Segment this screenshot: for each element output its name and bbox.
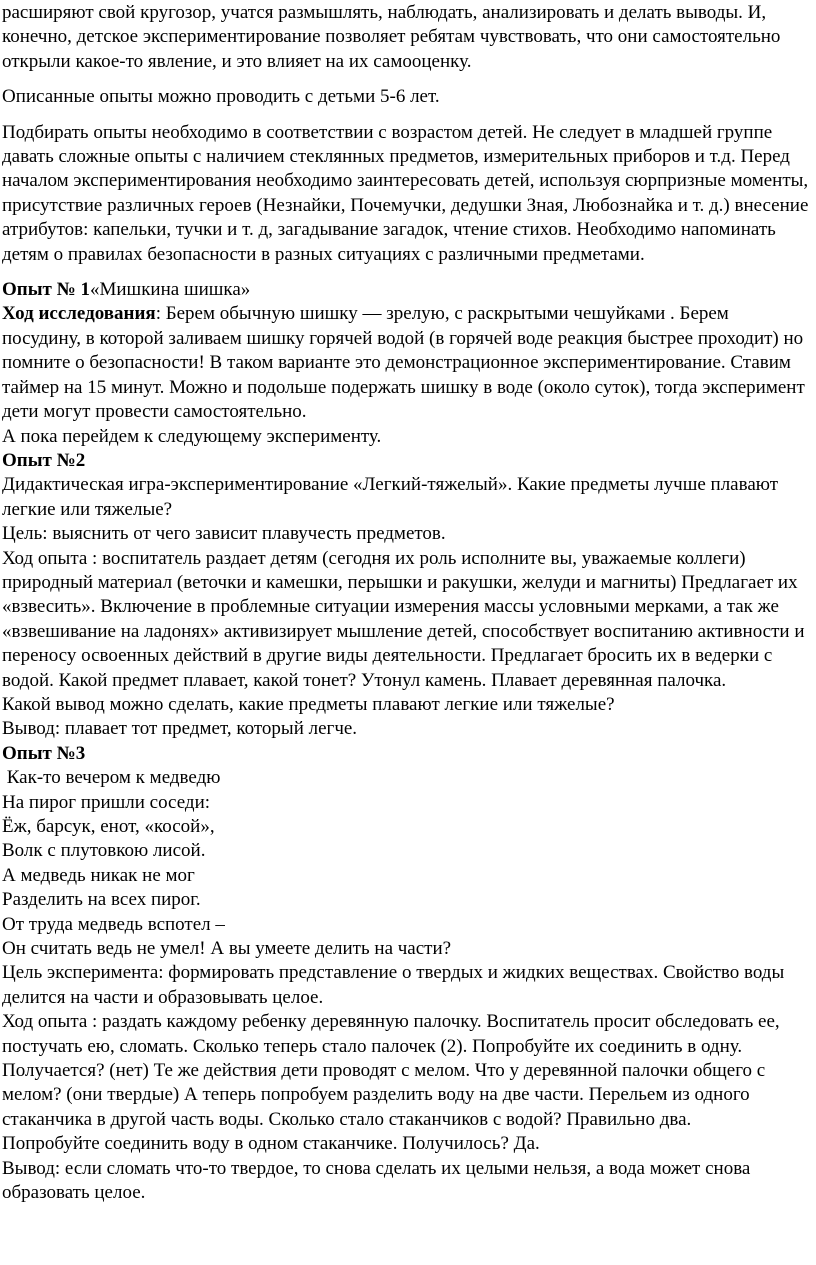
intro-paragraph-2: Описанные опыты можно проводить с детьми 5-6 лет. [2, 86, 440, 108]
experiment-2-paragraph-3: Ход опыта : воспитатель раздает детям (сегодня их роль исполните вы, уважаемые коллеги) природный материал (веточки и камешки, перышки и ракушки, желуди и магниты) Предлагает их «взвесить». Включение в проблемные ситуации измерения массы условными мерками, а так же «взвешивание на ладонях» активизирует мышление детей, способствует воспитанию активности и переносу освоенных действий в другие виды деятельности. Предлагает бросить их в ведерки с водой. Какой предмет плавает, какой тонет? Утонул камень. Плавает деревянная палочка. [2, 547, 805, 691]
experiment-3-paragraph-2: Ход опыта : раздать каждому ребенку деревянную палочку. Воспитатель просит обследовать ее, постучать ею, сломать. Сколько теперь стало палочек (2). Попробуйте их соединить в одну. Получается? (нет) Те же действия дети проводят с мелом. Что у деревянной палочки общего с мелом? (они твердые) А теперь попробуем разделить воду на две части. Перельем из одного стаканчика в другой часть воды. Сколько стало стаканчиков с водой? Правильно два. [2, 1011, 780, 1130]
experiment-3-paragraph-3: Попробуйте соединить воду в одном стаканчике. Получилось? Да. [2, 1133, 540, 1155]
experiment-1-title: «Мишкина шишка» [90, 279, 251, 301]
experiment-1-heading: Опыт № 1 [2, 279, 90, 301]
experiment-3-heading-line [2, 742, 810, 766]
experiment-1-body [2, 302, 810, 424]
poem-line: Разделить на всех пирог. [2, 889, 201, 911]
poem-line: На пирог пришли соседи: [2, 791, 211, 813]
poem-line: Он считать ведь не умел! А вы умеете делить на части? [2, 938, 452, 960]
experiment-3-heading: Опыт №3 [2, 742, 86, 764]
poem-line: А медведь никак не мог [2, 864, 195, 886]
poem-line: Волк с плутовкою лисой. [2, 840, 206, 862]
experiment-2-heading: Опыт №2 [2, 449, 86, 471]
poem-line: Ёж, барсук, енот, «косой», [2, 816, 215, 837]
experiment-1-heading-line [2, 278, 810, 302]
experiment-1-label: Ход исследования [2, 303, 156, 325]
intro-paragraph-3: Подбирать опыты необходимо в соответствии с возрастом детей. Не следует в младшей группе давать сложные опыты с наличием стеклянных предметов, измерительных приборов и т.д. Перед началом экспериментирования необходимо заинтересовать детей, используя сюрпризные моменты, присутствие различных героев (Незнайки, Почемучки, дедушки Зная, Любознайка и т. д.) внесение атрибутов: капельки, тучки и т. д, загадывание загадок, чтение стихов. Необходимо напоминать детям о правилах безопасности в разных ситуациях с различными предметами. [2, 121, 809, 265]
intro-paragraph-1: расширяют свой кругозор, учатся размышлять, наблюдать, анализировать и делать выводы. И, конечно, детское экспериментирование позволяет ребятам чувствовать, что они самостоятельно открыли какое-то явление, и это влияет на их самооценку. [2, 2, 781, 72]
experiment-2-paragraph-5: Вывод: плавает тот предмет, который легче. [2, 718, 358, 740]
poem-line: Как-то вечером к медведю [2, 767, 221, 789]
experiment-3-paragraph-1: Цель эксперимента: формировать представление о твердых и жидких веществах. Свойство воды делится на части и образовывать целое. [2, 962, 785, 1008]
experiment-3-paragraph-4: Вывод: если сломать что-то твердое, то снова сделать их целыми нельзя, а вода может снова образовать целое. [2, 1157, 751, 1204]
experiment-2-paragraph-1: Дидактическая игра-экспериментирование «Легкий-тяжелый». Какие предметы лучше плавают легкие или тяжелые? [2, 474, 779, 520]
experiment-2-paragraph-2: Цель: выяснить от чего зависит плавучесть предметов. [2, 523, 446, 545]
poem-line: От труда медведь вспотел – [2, 913, 225, 935]
experiment-2-heading-line [2, 449, 810, 473]
experiment-2-paragraph-4: Какой вывод можно сделать, какие предметы плавают легкие или тяжелые? [2, 693, 615, 715]
experiment-3-poem [2, 766, 810, 961]
experiment-1-next: А пока перейдем к следующему эксперименту. [2, 425, 382, 447]
experiment-1-text: : Берем обычную шишку — зрелую, с раскрытыми чешуйками . Берем посудину, в которой заливаем шишку горячей водой (в горячей воде реакция быстрее проходит) но помните о безопасности! В таком варианте это демонстрационное экспериментирование. Ставим таймер на 15 минут. Можно и подольше подержать шишку в воде (около суток), тогда эксперимент дети могут провести самостоятельно. [2, 303, 805, 423]
